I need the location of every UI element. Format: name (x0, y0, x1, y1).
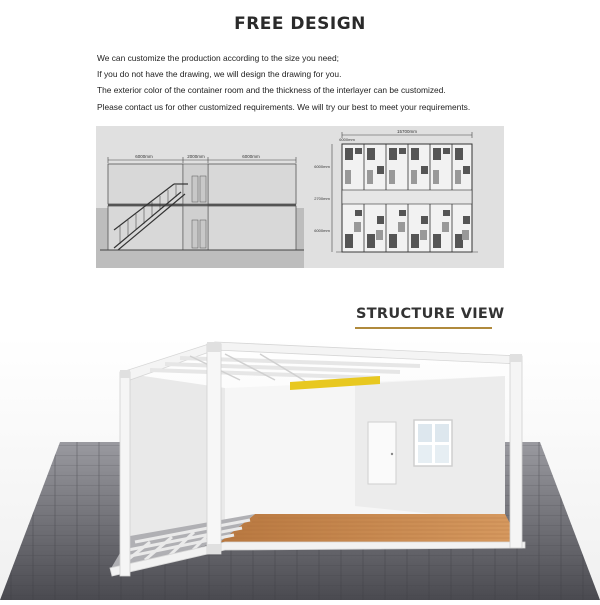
elevation-dim-mid: 2000mm (187, 154, 205, 159)
free-design-title: FREE DESIGN (234, 14, 366, 34)
plan-dim-top-left: 6000mm (339, 137, 355, 142)
floor-plan-drawing (314, 129, 478, 252)
corner-post-front (207, 344, 221, 554)
structure-view-illustration (0, 336, 600, 600)
plan-dim-side-top: 6000mm (314, 164, 330, 169)
free-design-description (97, 50, 577, 115)
corner-post-left (120, 372, 130, 576)
corner-post-right (510, 356, 522, 548)
design-drawing-panel (96, 126, 504, 268)
elevation-dim-left: 6000mm (135, 154, 153, 159)
description-line-2: If you do not have the drawing, we will design the drawing for you. (97, 69, 342, 80)
elevation-drawing (96, 154, 304, 268)
elevation-dim-right: 6000mm (242, 154, 260, 159)
design-drawings (96, 126, 504, 268)
wood-floor (220, 514, 520, 542)
structure-view-underline (355, 327, 492, 329)
description-line-4: Please contact us for other customized requirements. We will try our best to meet your requirements. (97, 101, 471, 112)
container-render (0, 336, 600, 600)
description-line-3: The exterior color of the container room and the thickness of the interlayer can be customized. (97, 85, 446, 96)
description-line-1: We can customize the production according to the size you need; (97, 53, 339, 63)
plan-dim-side-bottom: 6000mm (314, 228, 330, 233)
plan-dim-total: 15700mm (396, 129, 418, 134)
structure-view-title: STRUCTURE VIEW (356, 306, 505, 322)
plan-dim-side-mid: 2700mm (314, 196, 330, 201)
